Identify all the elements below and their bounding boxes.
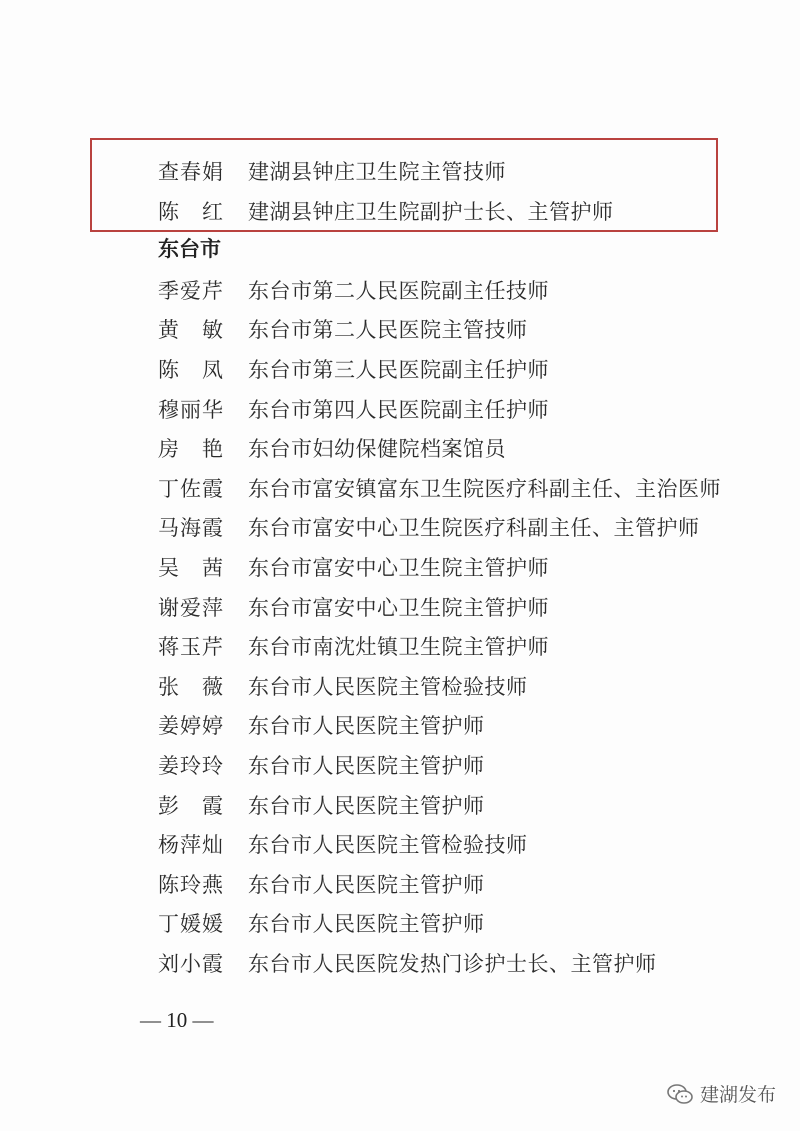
watermark-text: 建湖发布 xyxy=(699,1084,776,1106)
person-title: 东台市人民医院主管护师 xyxy=(248,794,485,818)
person-title: 东台市人民医院主管护师 xyxy=(248,714,485,738)
list-item xyxy=(158,710,485,740)
section-heading: 东台市 xyxy=(158,237,221,261)
person-title: 东台市富安中心卫生院主管护师 xyxy=(248,556,549,580)
person-title: 东台市第二人民医院副主任技师 xyxy=(248,279,549,303)
person-title: 建湖县钟庄卫生院副护士长、主管护师 xyxy=(248,200,614,224)
person-name: 陈 红 xyxy=(158,200,224,224)
person-name: 马海霞 xyxy=(158,516,224,540)
highlighted-entry xyxy=(158,156,506,186)
person-name: 丁媛媛 xyxy=(158,912,224,936)
person-name: 吴 茜 xyxy=(158,556,224,580)
highlighted-entry xyxy=(158,196,614,226)
person-name: 谢爱萍 xyxy=(158,596,224,620)
list-item xyxy=(158,908,485,938)
person-name: 季爱芹 xyxy=(158,279,224,303)
page-number: — 10 — xyxy=(140,1008,214,1032)
list-item xyxy=(158,790,485,820)
person-title: 东台市富安中心卫生院医疗科副主任、主管护师 xyxy=(248,516,700,540)
person-name: 黄 敏 xyxy=(158,318,224,342)
person-title: 东台市人民医院主管护师 xyxy=(248,873,485,897)
person-name: 蒋玉芹 xyxy=(158,635,224,659)
person-title: 建湖县钟庄卫生院主管技师 xyxy=(248,160,506,184)
person-name: 杨萍灿 xyxy=(158,833,224,857)
list-item xyxy=(158,394,549,424)
list-item xyxy=(158,869,485,899)
list-item xyxy=(158,275,549,305)
person-title: 东台市第三人民医院副主任护师 xyxy=(248,358,549,382)
person-title: 东台市人民医院主管检验技师 xyxy=(248,675,528,699)
person-name: 刘小霞 xyxy=(158,952,224,976)
list-item xyxy=(158,473,721,503)
list-item xyxy=(158,829,528,859)
person-title: 东台市富安中心卫生院主管护师 xyxy=(248,596,549,620)
list-item xyxy=(158,631,549,661)
person-name: 陈 凤 xyxy=(158,358,224,382)
list-item xyxy=(158,433,506,463)
person-title: 东台市富安镇富东卫生院医疗科副主任、主治医师 xyxy=(248,477,721,501)
person-name: 姜婷婷 xyxy=(158,714,224,738)
list-item xyxy=(158,592,549,622)
person-name: 陈玲燕 xyxy=(158,873,224,897)
person-title: 东台市人民医院主管护师 xyxy=(248,754,485,778)
person-name: 房 艳 xyxy=(158,437,224,461)
person-name: 查春娟 xyxy=(158,160,224,184)
person-name: 张 薇 xyxy=(158,675,224,699)
person-name: 姜玲玲 xyxy=(158,754,224,778)
person-title: 东台市人民医院主管检验技师 xyxy=(248,833,528,857)
person-name: 丁佐霞 xyxy=(158,477,224,501)
list-item xyxy=(158,948,657,978)
person-title: 东台市人民医院主管护师 xyxy=(248,912,485,936)
person-name: 彭 霞 xyxy=(158,794,224,818)
person-title: 东台市第二人民医院主管技师 xyxy=(248,318,528,342)
person-title: 东台市南沈灶镇卫生院主管护师 xyxy=(248,635,549,659)
person-title: 东台市人民医院发热门诊护士长、主管护师 xyxy=(248,952,657,976)
person-title: 东台市妇幼保健院档案馆员 xyxy=(248,437,506,461)
watermark xyxy=(666,1080,776,1107)
list-item xyxy=(158,552,549,582)
person-title: 东台市第四人民医院副主任护师 xyxy=(248,398,549,422)
list-item xyxy=(158,354,549,384)
list-item xyxy=(158,671,528,701)
list-item xyxy=(158,512,700,542)
list-item xyxy=(158,750,485,780)
wechat-icon xyxy=(666,1083,694,1105)
list-item xyxy=(158,314,528,344)
person-name: 穆丽华 xyxy=(158,398,224,422)
